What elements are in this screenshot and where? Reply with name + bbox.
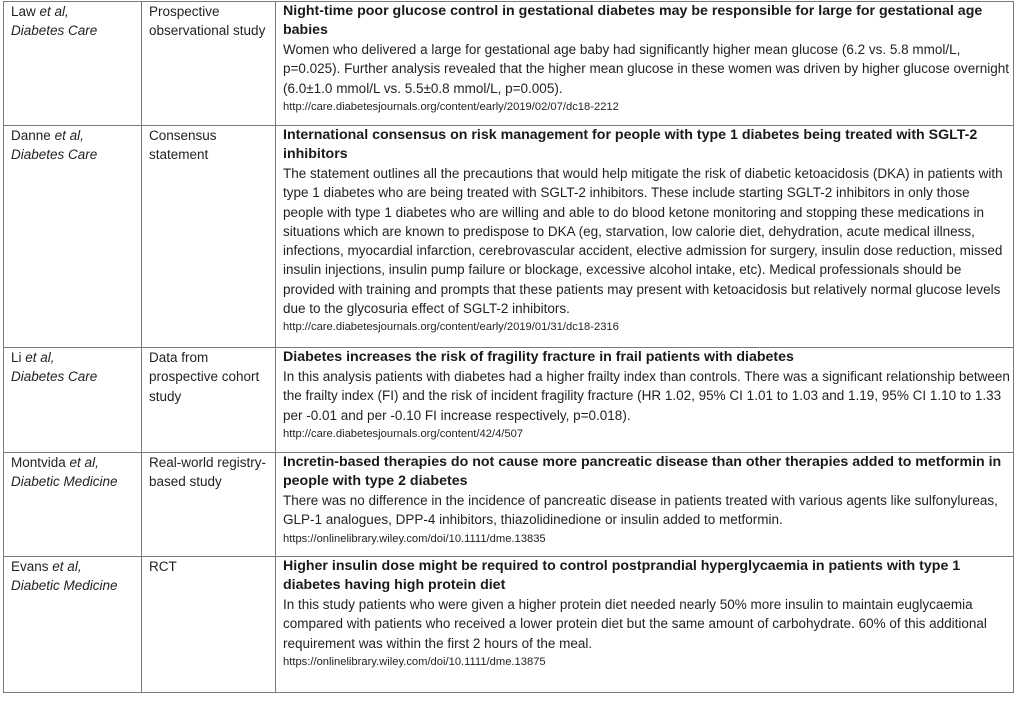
author-name: Montvida xyxy=(11,455,66,470)
et-al: et al, xyxy=(39,4,69,19)
author-line xyxy=(11,557,141,576)
study-type-cell: RCT xyxy=(142,557,276,693)
journal-name: Diabetes Care xyxy=(11,23,98,39)
et-al: et al, xyxy=(52,559,82,574)
finding-summary: In this study patients who were given a higher protein diet needed nearly 50% more insulin to maintain euglycaemia compared with patients who received a lower protein diet but the same amount of carbohydrate. 60% of this additional requirement was within the first 2 hours of the meal. xyxy=(283,597,987,651)
finding-cell xyxy=(276,348,1014,453)
table-row xyxy=(4,2,1014,126)
et-al: et al, xyxy=(25,350,55,365)
finding-summary: There was no difference in the incidence of pancreatic disease in patients treated with various agents like sulfonylureas, GLP-1 analogues, DPP-4 inhibitors, thiazolidinedione or insulin added to metformin. xyxy=(283,493,998,528)
finding-cell xyxy=(276,126,1014,348)
table-row xyxy=(4,126,1014,348)
citation-cell xyxy=(4,2,142,126)
study-type-cell: Prospective observational study xyxy=(142,2,276,126)
journal-name: Diabetic Medicine xyxy=(11,578,118,594)
finding-title: Higher insulin dose might be required to control postprandial hyperglycaemia in patients with type 1 diabetes having high protein diet xyxy=(283,558,961,593)
journal-name: Diabetic Medicine xyxy=(11,474,118,490)
table-row xyxy=(4,453,1014,557)
source-link[interactable]: https://onlinelibrary.wiley.com/doi/10.1111/dme.13875 xyxy=(283,655,546,668)
finding-summary: Women who delivered a large for gestational age baby had significantly higher mean glucose (6.2 vs. 5.8 mmol/L, p=0.025). Further analysis revealed that the higher mean glucose in these women was driven by higher glucose overnight (6.0±1.0 mmol/L vs. 5.5±0.8 mmol/L, p=0.005). xyxy=(283,42,1010,96)
table-row xyxy=(4,348,1014,453)
journal-name: Diabetes Care xyxy=(11,147,98,163)
author-line xyxy=(11,453,141,472)
study-type-cell: Consensus statement xyxy=(142,126,276,348)
et-al: et al, xyxy=(69,455,99,470)
finding-cell xyxy=(276,453,1014,557)
literature-table-body xyxy=(4,2,1014,693)
table-row xyxy=(4,557,1014,693)
literature-table xyxy=(3,1,1014,693)
source-link[interactable]: http://care.diabetesjournals.org/content/42/4/507 xyxy=(283,427,524,440)
finding-summary: The statement outlines all the precautions that would help mitigate the risk of diabetic ketoacidosis (DKA) in patients with type 1 diabetes who are being treated with SGLT-2 inhibitors. These include starting SGLT-2 inhibitors in only those people with type 1 diabetes who are willing and able to do blood ketone monitoring and stopping these medications in situations which are known to predispose to DKA (eg, starvation, low calorie diet, dehydration, acute medical illness, infections, myocardial infarction, cerebrovascular accident, elective admission for surgery, insulin dose reduction, missed insulin injections, insulin pump failure or blockage, excessive alcohol intake, etc). Medical professionals should be provided with training and prompts that these patients may present with ketoacidosis but relatively normal glucose levels due to the glycosuria effect of SGLT-2 inhibitors. xyxy=(283,166,1003,317)
finding-title: International consensus on risk management for people with type 1 diabetes being treated with SGLT-2 inhibitors xyxy=(283,127,978,162)
source-link[interactable]: https://onlinelibrary.wiley.com/doi/10.1111/dme.13835 xyxy=(283,532,546,545)
finding-cell xyxy=(276,557,1014,693)
study-type-cell: Real-world registry-based study xyxy=(142,453,276,557)
et-al: et al, xyxy=(54,128,84,143)
author-name: Law xyxy=(11,4,36,19)
finding-summary: In this analysis patients with diabetes had a higher frailty index than controls. There was a significant relationship between the frailty index (FI) and the risk of incident fragility fracture (HR 1.02, 95% CI 1.01 to 1.03 and 1.19, 95% CI 1.10 to 1.33 per -0.01 and per -0.10 FI increase respectively, p=0.018). xyxy=(283,369,1010,423)
citation-cell xyxy=(4,348,142,453)
finding-cell xyxy=(276,2,1014,126)
citation-cell xyxy=(4,453,142,557)
citation-cell xyxy=(4,126,142,348)
source-link[interactable]: http://care.diabetesjournals.org/content/early/2019/01/31/dc18-2316 xyxy=(283,321,619,334)
author-line xyxy=(11,348,141,367)
citation-cell xyxy=(4,557,142,693)
author-line xyxy=(11,126,141,145)
author-name: Danne xyxy=(11,128,51,143)
study-type-cell: Data from prospective cohort study xyxy=(142,348,276,453)
finding-title: Incretin-based therapies do not cause more pancreatic disease than other therapies added to metformin in people with type 2 diabetes xyxy=(283,454,1002,489)
author-name: Li xyxy=(11,350,22,365)
source-link[interactable]: http://care.diabetesjournals.org/content/early/2019/02/07/dc18-2212 xyxy=(283,100,619,113)
author-line xyxy=(11,2,141,21)
finding-title: Diabetes increases the risk of fragility fracture in frail patients with diabetes xyxy=(283,349,794,365)
author-name: Evans xyxy=(11,559,49,574)
journal-name: Diabetes Care xyxy=(11,369,98,385)
finding-title: Night-time poor glucose control in gestational diabetes may be responsible for large for gestational age babies xyxy=(283,3,983,38)
